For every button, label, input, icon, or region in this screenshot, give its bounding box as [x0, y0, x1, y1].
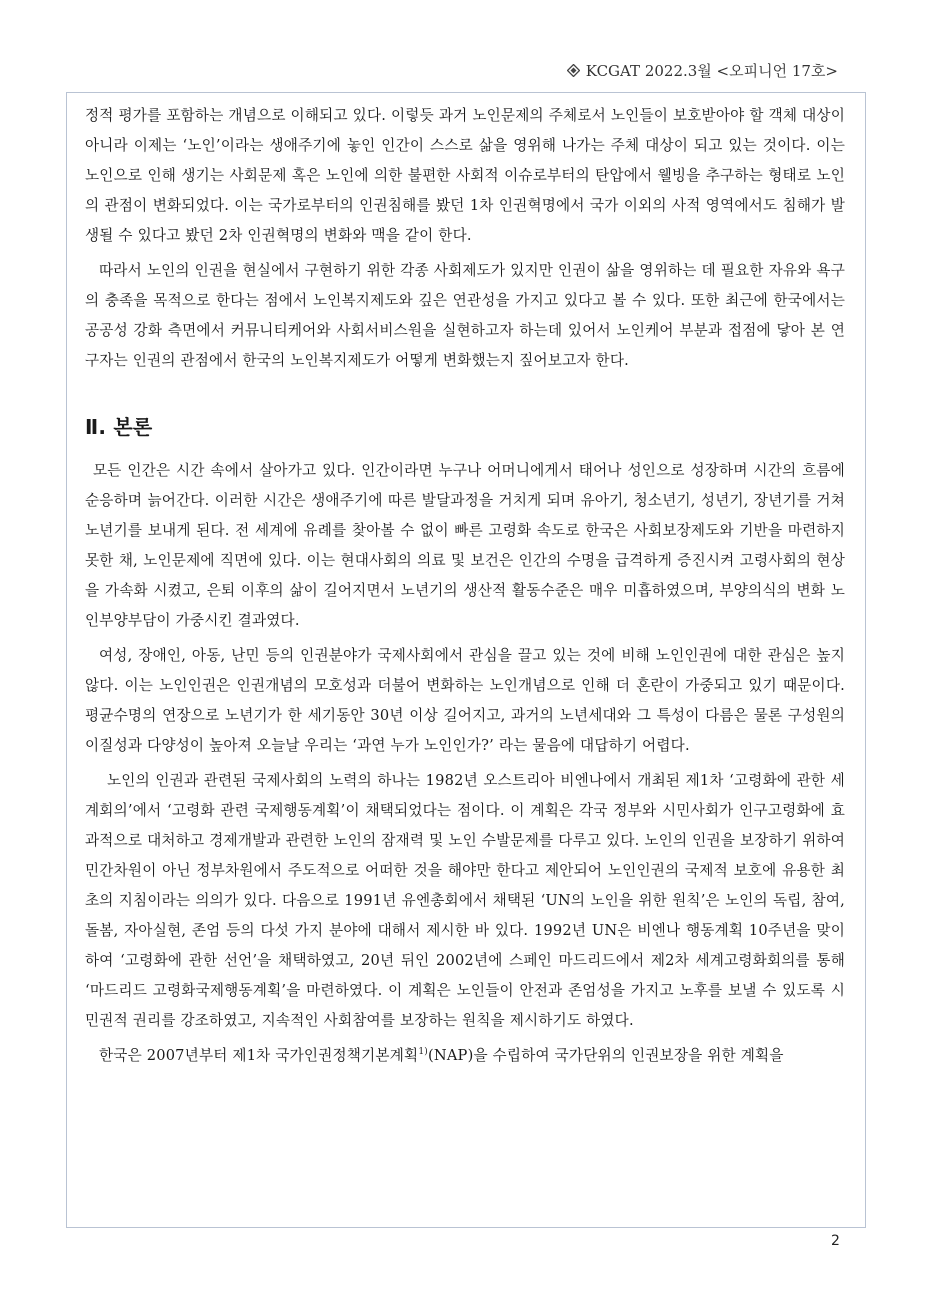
diamond-icon: [567, 64, 580, 77]
paragraph-intro-1: 정적 평가를 포함하는 개념으로 이해되고 있다. 이렇듯 과거 노인문제의 주체로서 노인들이 보호받아야 할 객체 대상이 아니라 이제는 ‘노인’이라는 생애주기에 놓인 인간이 스스로 삶을 영위해 나가는 주체 대상이 되고 있는 것이다. 이는 노인으로 인해 생기는 사회문제 혹은 노인에 의한 불편한 사회적 이슈로부터의 탄압에서 웰빙을 추구하는 형태로 노인의 관점이 변화되었다. 이는 국가로부터의 인권침해를 봤던 1차 인권혁명에서 국가 이외의 사적 영역에서도 침해가 발생될 수 있다고 봤던 2차 인권혁명의 변화와 맥을 같이 한다.: [85, 107, 845, 244]
running-header: [567, 60, 838, 81]
paragraph-main-2: 여성, 장애인, 아동, 난민 등의 인권분야가 국제사회에서 관심을 끌고 있는 것에 비해 노인인권에 대한 관심은 높지 않다. 이는 노인인권은 인권개념의 모호성과 더불어 변화하는 노인개념으로 인해 더 혼란이 가중되고 있기 때문이다. 평균수명의 연장으로 노년기가 한 세기동안 30년 이상 길어지고, 과거의 노년세대와 그 특성이 다름은 물론 구성원의 이질성과 다양성이 높아져 오늘날 우리는 ‘과연 누가 노인인가?’ 라는 물음에 대답하기 어렵다.: [85, 647, 845, 754]
paragraph-main-3: 노인의 인권과 관련된 국제사회의 노력의 하나는 1982년 오스트리아 비엔나에서 개최된 제1차 ‘고령화에 관한 세계회의’에서 ‘고령화 관련 국제행동계획’이 채택되었다는 점이다. 이 계획은 각국 정부와 시민사회가 인구고령화에 효과적으로 대처하고 경제개발과 관련한 노인의 잠재력 및 노인 수발문제를 다루고 있다. 노인의 인권을 보장하기 위하여 민간차원이 아닌 정부차원에서 주도적으로 어떠한 것을 해야만 한다고 제안되어 노인인권의 국제적 보호에 유용한 최초의 지침이라는 의의가 있다. 다음으로 1991년 유엔총회에서 채택된 ‘UN의 노인을 위한 원칙’은 노인의 독립, 참여, 돌봄, 자아실현, 존엄 등의 다섯 가지 분야에 대해서 제시한 바 있다. 1992년 UN은 비엔나 행동계획 10주년을 맞이하여 ‘고령화에 관한 선언’을 채택하였고, 20년 뒤인 2002년에 스페인 마드리드에서 제2차 세계고령화회의를 통해 ‘마드리드 고령화국제행동계획’을 마련하였다. 이 계획은 노인들이 안전과 존엄성을 가지고 노후를 보낼 수 있도록 시민권적 권리를 강조하였고, 지속적인 사회참여를 보장하는 원칙을 제시하기도 하였다.: [85, 772, 845, 1029]
section-heading: Ⅱ. 본론: [85, 415, 153, 439]
paragraph-main-4: [85, 1041, 845, 1071]
body-text: [85, 101, 845, 1071]
footnote-mark[interactable]: 1): [418, 1047, 428, 1058]
paragraph-intro-2: 따라서 노인의 인권을 현실에서 구현하기 위한 각종 사회제도가 있지만 인권이 삶을 영위하는 데 필요한 자유와 욕구의 충족을 목적으로 한다는 점에서 노인복지제도와 깊은 연관성을 가지고 있다고 볼 수 있다. 또한 최근에 한국에서는 공공성 강화 측면에서 커뮤니티케어와 사회서비스원을 실현하고자 하는데 있어서 노인케어 부분과 접점에 닿아 본 연구자는 인권의 관점에서 한국의 노인복지제도가 어떻게 변화했는지 짚어보고자 한다.: [85, 262, 845, 369]
paragraph-main-1: 모든 인간은 시간 속에서 살아가고 있다. 인간이라면 누구나 어머니에게서 태어나 성인으로 성장하며 시간의 흐름에 순응하며 늙어간다. 이러한 시간은 생애주기에 따른 발달과정을 거치게 되며 유아기, 청소년기, 성년기, 장년기를 거쳐 노년기를 보내게 된다. 전 세계에 유례를 찾아볼 수 없이 빠른 고령화 속도로 한국은 사회보장제도와 기반을 마련하지 못한 채, 노인문제에 직면에 있다. 이는 현대사회의 의료 및 보건은 인간의 수명을 급격하게 증진시켜 고령사회의 현상을 가속화 시켰고, 은퇴 이후의 삶이 길어지면서 노년기의 생산적 활동수준은 매우 미흡하였으며, 부양의식의 변화 노인부양부담이 가중시킨 결과였다.: [85, 462, 845, 629]
paragraph-main-4-text-a: 한국은 2007년부터 제1차 국가인권정책기본계획: [99, 1047, 419, 1064]
header-text: KCGAT 2022.3월 <오피니언 17호>: [585, 62, 838, 80]
page-number: 2: [831, 1233, 840, 1249]
paragraph-main-4-text-b: (NAP)을 수립하여 국가단위의 인권보장을 위한 계획을: [427, 1047, 784, 1064]
